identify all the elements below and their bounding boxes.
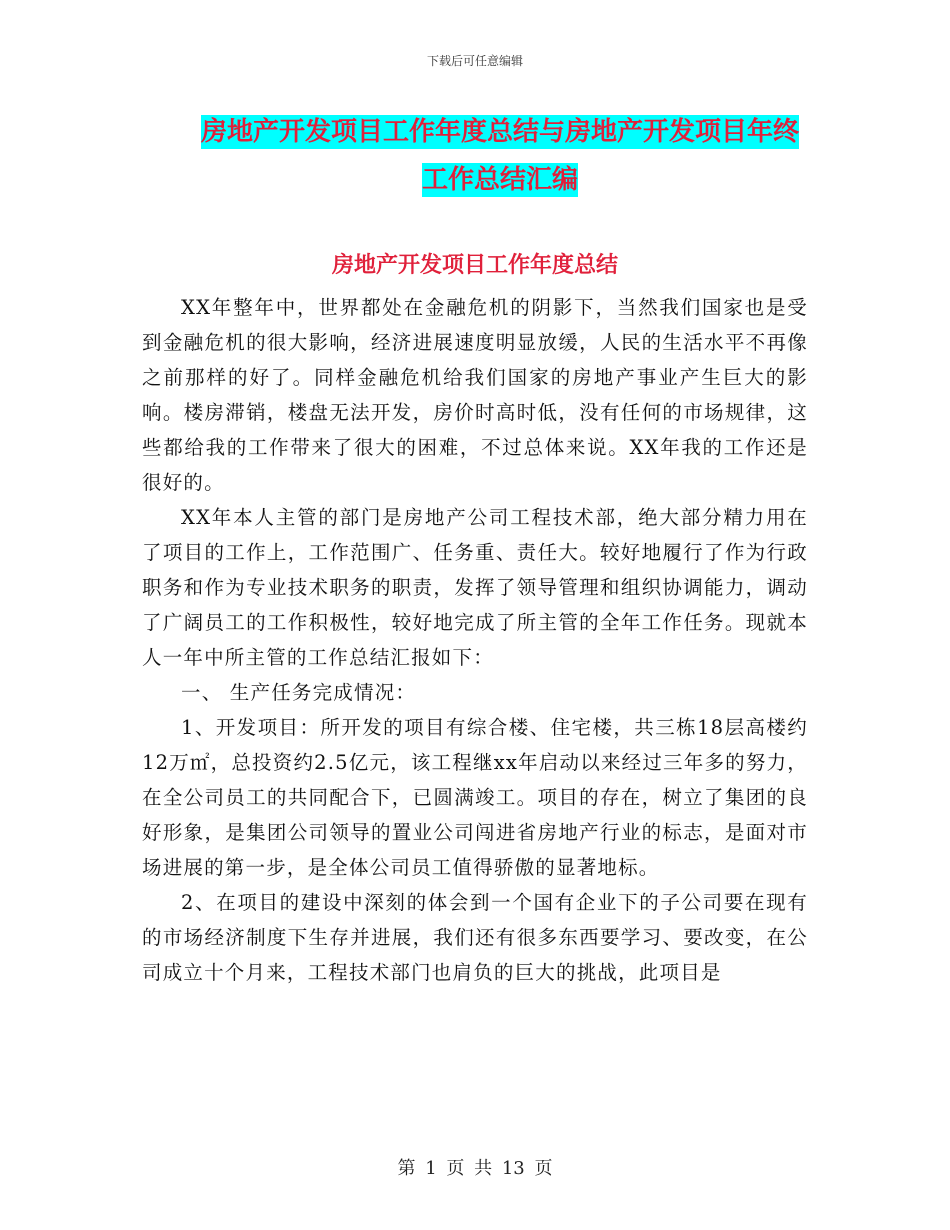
- document-body: [142, 290, 808, 990]
- section-title: 房地产开发项目工作年度总结: [331, 253, 618, 278]
- page-number-footer: 第 1 页 共 13 页: [397, 1158, 553, 1179]
- paragraph: 2、在项目的建设中深刻的体会到一个国有企业下的子公司要在现有的市场经济制度下生存并进展，我们还有很多东西要学习、要改变，在公司成立十个月来，工程技术部门也肩负的巨大的挑战，此项目是: [142, 891, 808, 984]
- document-title: [140, 108, 860, 204]
- page-header-note: 下载后可任意编辑: [426, 54, 523, 68]
- document-title-line2: 工作总结汇编: [421, 165, 578, 195]
- paragraph: 1、开发项目：所开发的项目有综合楼、住宅楼，共三栋18层高楼约12万㎡，总投资约2.5亿元，该工程继xx年启动以来经过三年多的努力，在全公司员工的共同配合下，已圆满竣工。项目的存在，树立了集团的良好形象，是集团公司领导的置业公司闯进省房地产行业的标志，是面对市场进展的第一步，是全体公司员工值得骄傲的显著地标。: [142, 716, 808, 879]
- paragraph: XX年本人主管的部门是房地产公司工程技术部，绝大部分精力用在了项目的工作上，工作范围广、任务重、责任大。较好地履行了作为行政职务和作为专业技术职务的职责，发挥了领导管理和组织协调能力，调动了广阔员工的工作积极性，较好地完成了所主管的全年工作任务。现就本人一年中所主管的工作总结汇报如下：: [142, 506, 808, 669]
- paragraph: XX年整年中，世界都处在金融危机的阴影下，当然我们国家也是受到金融危机的很大影响，经济进展速度明显放缓，人民的生活水平不再像之前那样的好了。同样金融危机给我们国家的房地产事业产生巨大的影响。楼房滞销，楼盘无法开发，房价时高时低，没有任何的市场规律，这些都给我的工作带来了很大的困难，不过总体来说。XX年我的工作还是很好的。: [142, 296, 808, 494]
- paragraph: 一、 生产任务完成情况：: [181, 681, 417, 704]
- document-title-line1: 房地产开发项目工作年度总结与房地产开发项目年终: [200, 117, 799, 147]
